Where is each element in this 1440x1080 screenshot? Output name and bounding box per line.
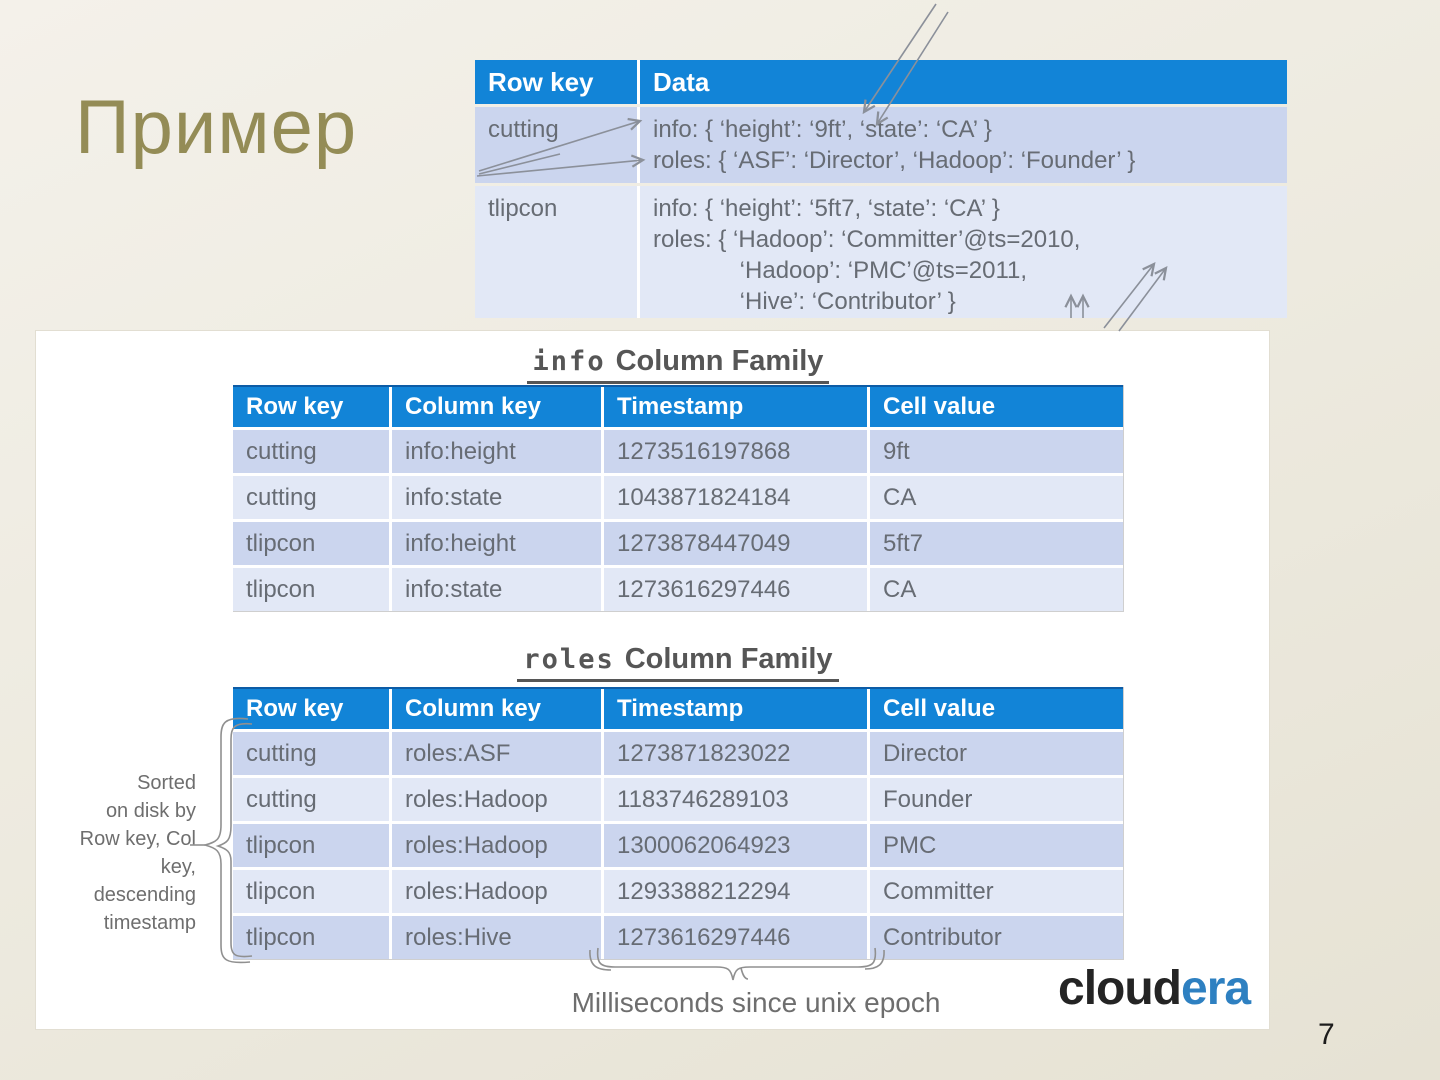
table-row <box>233 913 1123 959</box>
table-cell: info:height <box>389 522 601 565</box>
table-cell: info:state <box>389 568 601 611</box>
roles-family-table <box>233 687 1124 960</box>
table-cell: roles:Hadoop <box>389 778 601 821</box>
data-cell <box>637 107 1287 183</box>
table-row <box>233 427 1123 473</box>
table-cell: tlipcon <box>246 923 316 951</box>
table-cell: 1183746289103 <box>601 778 867 821</box>
table-cell: info:state <box>389 476 601 519</box>
table-row <box>233 473 1123 519</box>
table-cell: CA <box>867 568 1120 611</box>
table-row <box>233 867 1123 913</box>
table-cell: 1273616297446 <box>601 916 867 959</box>
table-cell: 1273616297446 <box>601 568 867 611</box>
data-cell <box>637 186 1287 318</box>
cloudera-logo <box>1058 961 1250 1016</box>
table-cell: cutting <box>246 739 317 767</box>
family-name-code: info <box>532 346 606 377</box>
table-row <box>233 821 1123 867</box>
table-cell: 5ft7 <box>867 522 1120 565</box>
table-header-row <box>233 687 1123 729</box>
rowkey-data-table <box>475 60 1287 318</box>
note-line: on disk by <box>105 800 196 822</box>
table-cell: cutting <box>246 437 317 465</box>
table-cell: roles:Hadoop <box>389 824 601 867</box>
note-line: key, <box>160 856 196 878</box>
table-cell: CA <box>867 476 1120 519</box>
table-cell: PMC <box>867 824 1120 867</box>
header-row-key: Row key <box>488 66 594 97</box>
roles-family-heading <box>233 643 1123 682</box>
header-cell: Row key <box>246 393 344 420</box>
table-cell: tlipcon <box>246 831 316 859</box>
note-line: timestamp <box>103 912 196 934</box>
data-line: ‘Hive’: ‘Contributor’ } <box>653 288 956 315</box>
header-cell: Timestamp <box>601 689 867 729</box>
table-cell: cutting <box>246 483 317 511</box>
data-line: info: { ‘height’: ‘5ft7, ‘state’: ‘CA’ } <box>653 195 1000 222</box>
header-cell: Cell value <box>867 387 1120 427</box>
data-line: roles: { ‘Hadoop’: ‘Committer’@ts=2010, <box>653 226 1081 253</box>
header-cell: Cell value <box>867 689 1120 729</box>
table-cell: 1273871823022 <box>601 732 867 775</box>
table-cell: 1273878447049 <box>601 522 867 565</box>
header-cell: Row key <box>246 695 344 722</box>
info-family-heading <box>233 345 1123 384</box>
table-row <box>233 519 1123 565</box>
table-cell: Committer <box>867 870 1120 913</box>
header-cell: Column key <box>389 387 601 427</box>
note-line: descending <box>93 884 196 906</box>
sort-order-note <box>64 769 196 937</box>
table-cell: tlipcon <box>246 529 316 557</box>
family-title: Column Family <box>615 345 824 377</box>
header-cell: Timestamp <box>601 387 867 427</box>
table-cell: Founder <box>867 778 1120 821</box>
table-cell: roles:ASF <box>389 732 601 775</box>
note-line: Sorted <box>137 772 196 794</box>
table-cell: Contributor <box>867 916 1120 959</box>
table-row <box>233 775 1123 821</box>
table-cell: cutting <box>246 785 317 813</box>
page-title: Пример <box>75 85 358 170</box>
timestamp-note: Milliseconds since unix epoch <box>571 987 941 1018</box>
row-key-cell: tlipcon <box>488 195 558 222</box>
table-row <box>475 107 1287 183</box>
table-header-row <box>233 385 1123 427</box>
data-line: info: { ‘height’: ‘9ft’, ‘state’: ‘CA’ } <box>653 116 992 143</box>
figure-panel <box>35 330 1270 1030</box>
table-row <box>475 186 1287 318</box>
logo-text-black: cloud <box>1058 962 1181 1015</box>
table-cell: tlipcon <box>246 575 316 603</box>
family-title: Column Family <box>624 643 833 675</box>
family-name-code: roles <box>523 644 615 675</box>
table-row <box>233 729 1123 775</box>
data-line: roles: { ‘ASF’: ‘Director’, ‘Hadoop’: ‘Founder’ } <box>653 147 1136 174</box>
table-cell: tlipcon <box>246 877 316 905</box>
table-cell: roles:Hadoop <box>389 870 601 913</box>
table-cell: 1293388212294 <box>601 870 867 913</box>
table-cell: 1043871824184 <box>601 476 867 519</box>
table-cell: 9ft <box>867 430 1120 473</box>
header-cell: Column key <box>389 689 601 729</box>
table-row <box>233 565 1123 611</box>
table-cell: 1273516197868 <box>601 430 867 473</box>
info-family-table <box>233 385 1124 612</box>
table-cell: Director <box>867 732 1120 775</box>
table-cell: roles:Hive <box>389 916 601 959</box>
header-data: Data <box>637 60 1287 104</box>
table-cell: 1300062064923 <box>601 824 867 867</box>
row-key-cell: cutting <box>488 116 559 143</box>
table-header-row <box>475 60 1287 104</box>
logo-text-blue: era <box>1181 962 1251 1015</box>
table-cell: info:height <box>389 430 601 473</box>
data-line: ‘Hadoop’: ‘PMC’@ts=2011, <box>653 257 1028 284</box>
page-number: 7 <box>1318 1018 1335 1051</box>
note-line: Row key, Col <box>79 828 196 850</box>
